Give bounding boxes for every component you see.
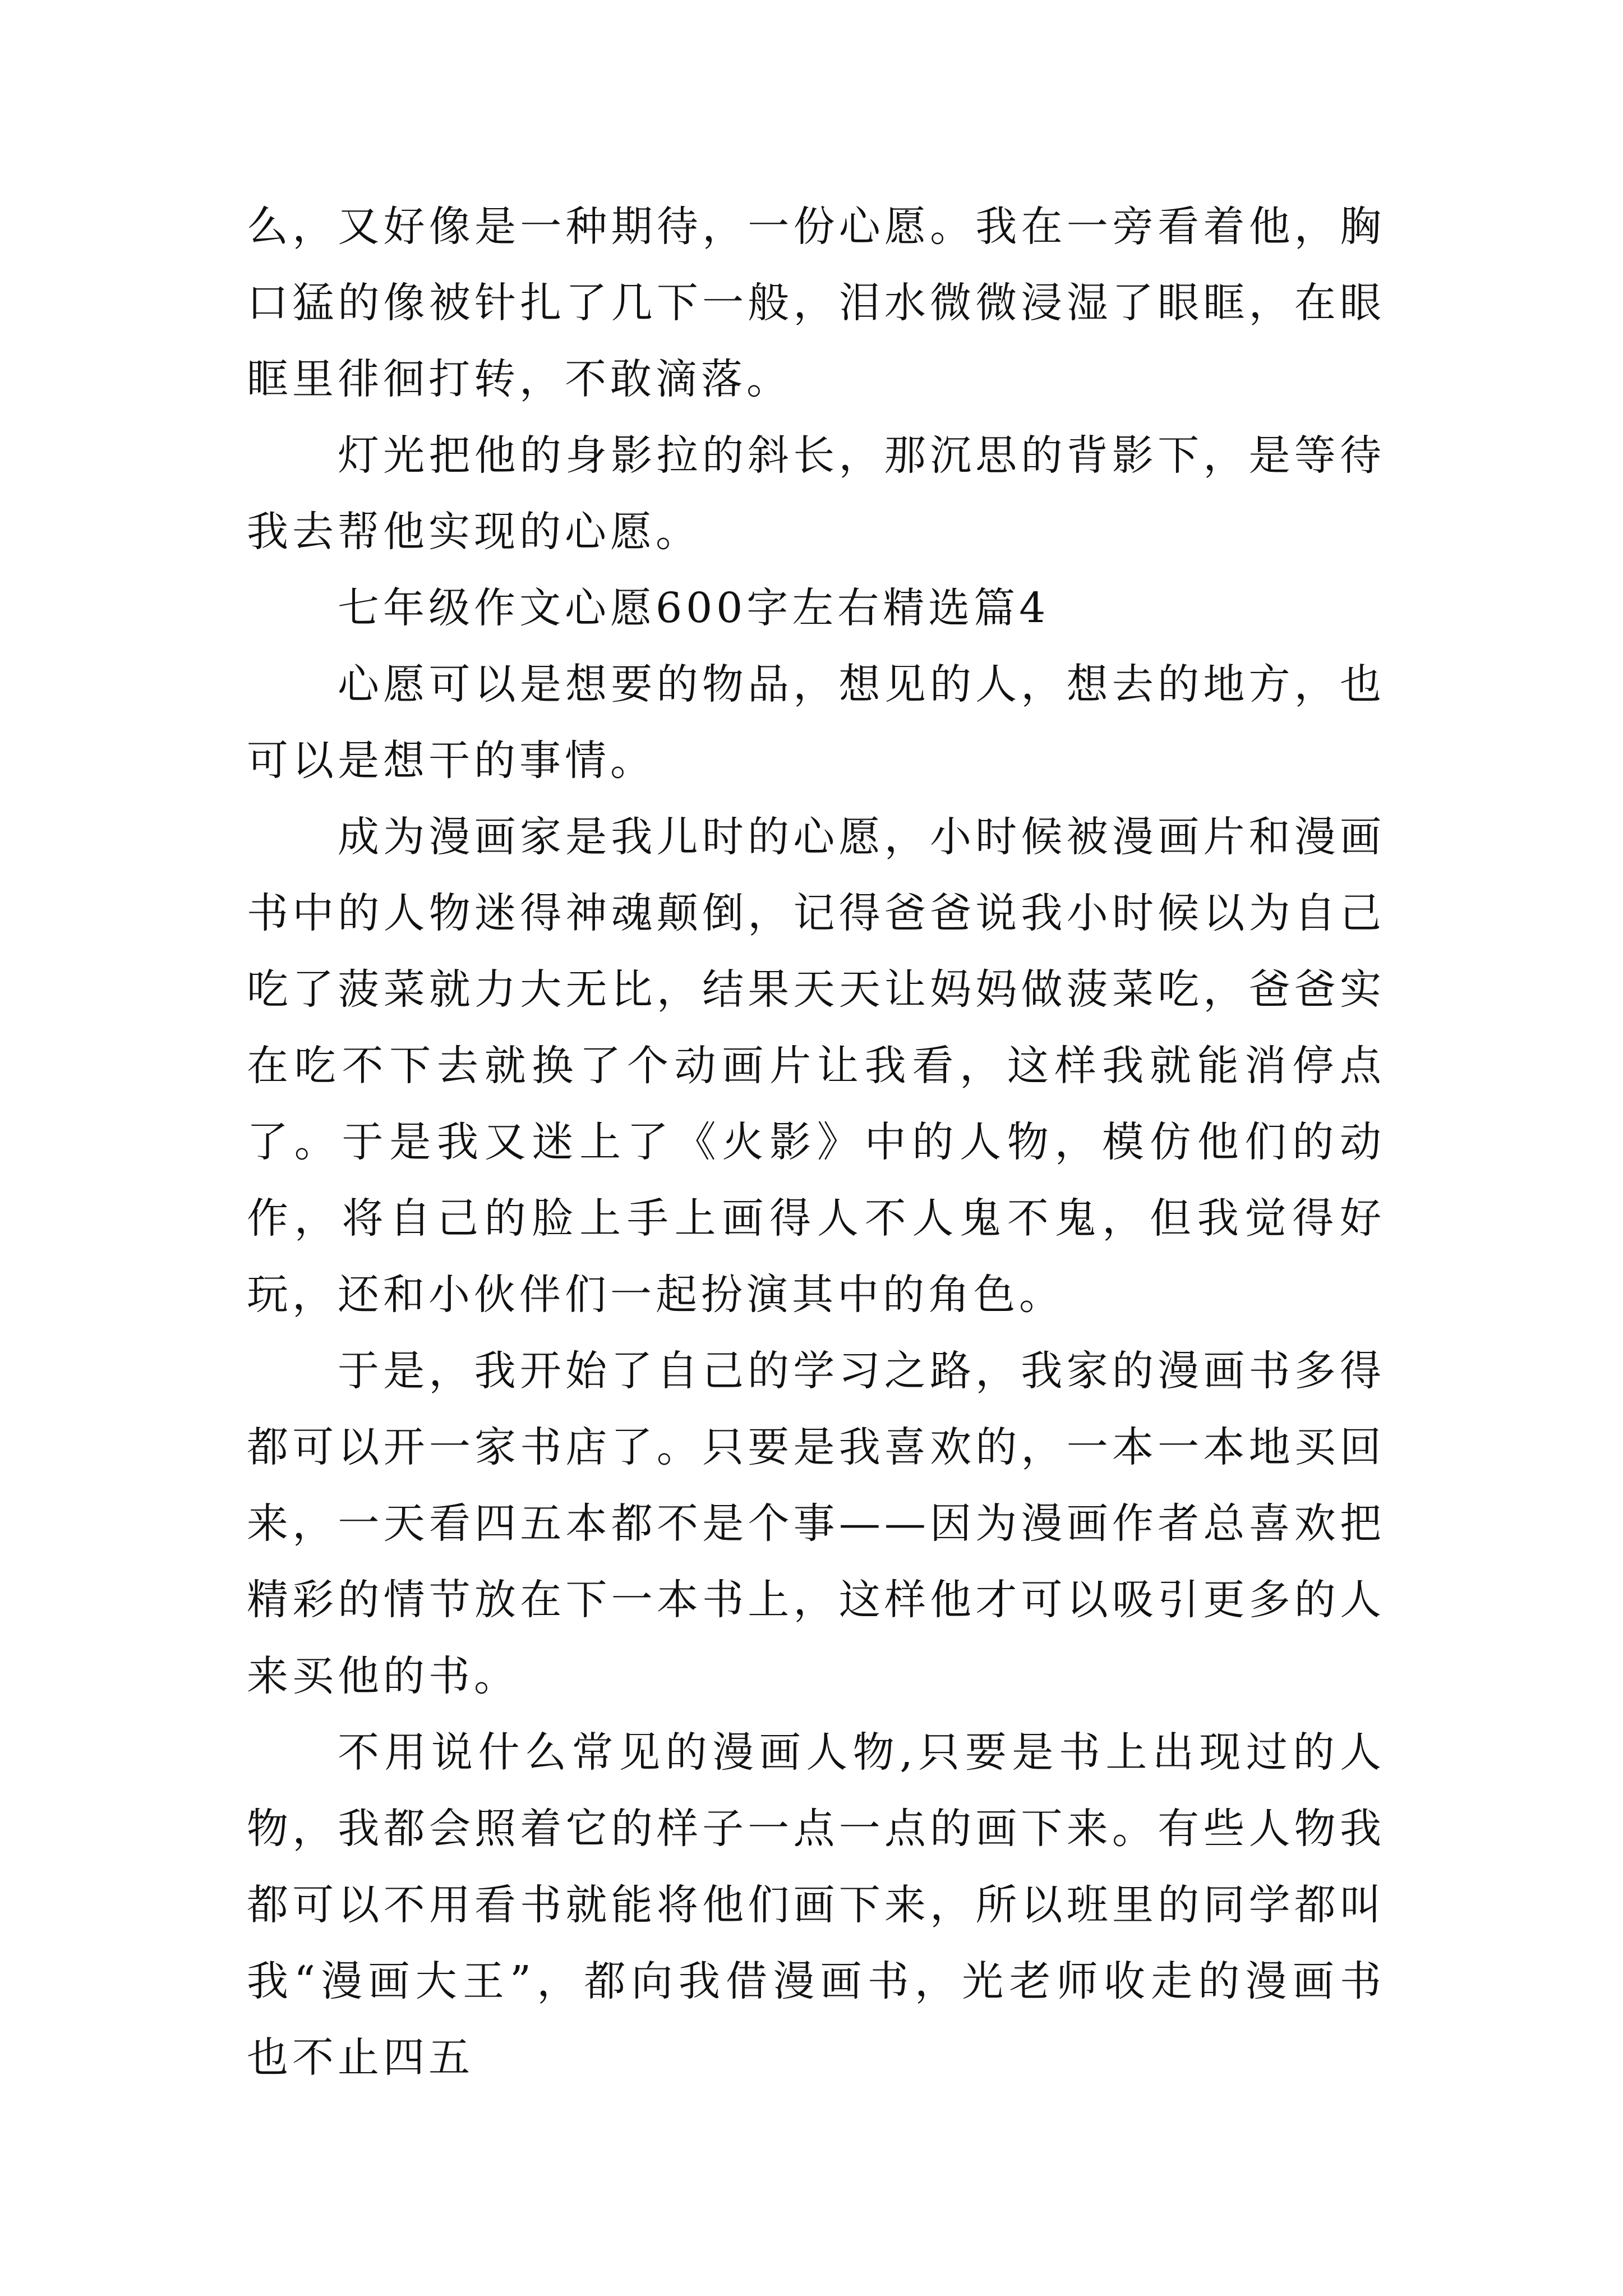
paragraph-learning-path: 于是，我开始了自己的学习之路，我家的漫画书多得都可以开一家书店了。只要是我喜欢的，一本一本地买回来，一天看四五本都不是个事——因为漫画作者总喜欢把精彩的情节放在下一本书上，这样他才可以吸引更多的人来买他的书。: [247, 1347, 1385, 1700]
paragraph-wish-definition: 心愿可以是想要的物品，想见的人，想去的地方，也可以是想干的事情。: [247, 660, 1385, 785]
paragraph-continuation: 么，又好像是一种期待，一份心愿。我在一旁看着他，胸口猛的像被针扎了几下一般，泪水微微浸湿了眼眶，在眼眶里徘徊打转，不敢滴落。: [247, 203, 1385, 403]
paragraph-comic-king: 不用说什么常见的漫画人物,只要是书上出现过的人物，我都会照着它的样子一点一点的画下来。有些人物我都可以不用看书就能将他们画下来，所以班里的同学都叫我“漫画大王”，都向我借漫画书，光老师收走的漫画书也不止四五: [247, 1728, 1385, 2082]
paragraph-childhood-wish: 成为漫画家是我儿时的心愿，小时候被漫画片和漫画书中的人物迷得神魂颠倒，记得爸爸说我小时候以为自己吃了菠菜就力大无比，结果天天让妈妈做菠菜吃，爸爸实在吃不下去就换了个动画片让我看，这样我就能消停点了。于是我又迷上了《火影》中的人物，模仿他们的动作，将自己的脸上手上画得人不人鬼不鬼，但我觉得好玩，还和小伙伴们一起扮演其中的角色。: [247, 813, 1385, 1319]
section-heading: 七年级作文心愿600字左右精选篇4: [338, 584, 1050, 632]
document-body: [247, 188, 1385, 2096]
paragraph-light-shadow: 灯光把他的身影拉的斜长，那沉思的背影下，是等待我去帮他实现的心愿。: [247, 431, 1385, 556]
